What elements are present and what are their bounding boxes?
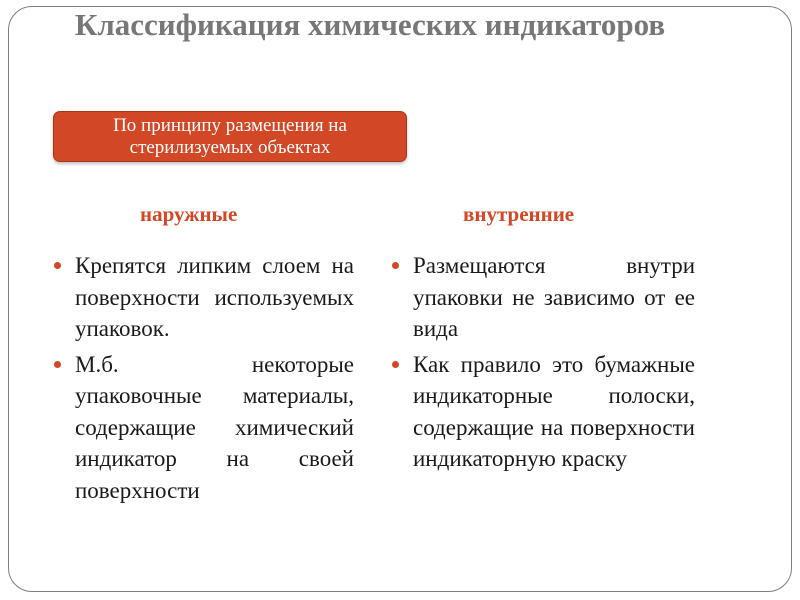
- category-label: По принципу размещения на стерилизуемых объектах: [113, 115, 347, 158]
- column-heading-external: наружные: [140, 202, 238, 226]
- list-item: [390, 349, 695, 475]
- bullet-list-external: [52, 250, 354, 510]
- bullet-text: Крепятся липким слоем на поверхности используемых упаковок.: [75, 253, 354, 341]
- bullet-dot-icon: [54, 361, 61, 368]
- bullet-dot-icon: [392, 361, 399, 368]
- list-item: [390, 250, 695, 345]
- bullet-dot-icon: [392, 262, 399, 269]
- column-heading-internal: внутренние: [463, 202, 575, 226]
- bullet-text: М.б. некоторые упаковочные материалы, содержащие химический индикатор на своей поверхности: [75, 351, 354, 503]
- bullet-text: Как правило это бумажные индикаторные полоски, содержащие на поверхности индикаторную краску: [413, 351, 695, 471]
- category-label-box: [53, 111, 407, 162]
- bullet-list-internal: [390, 250, 695, 479]
- bullet-dot-icon: [54, 262, 61, 269]
- list-item: [52, 349, 354, 507]
- list-item: [52, 250, 354, 345]
- slide-title: Классификация химических индикаторов: [74, 7, 666, 42]
- bullet-text: Размещаются внутри упаковки не зависимо от ее вида: [413, 253, 695, 341]
